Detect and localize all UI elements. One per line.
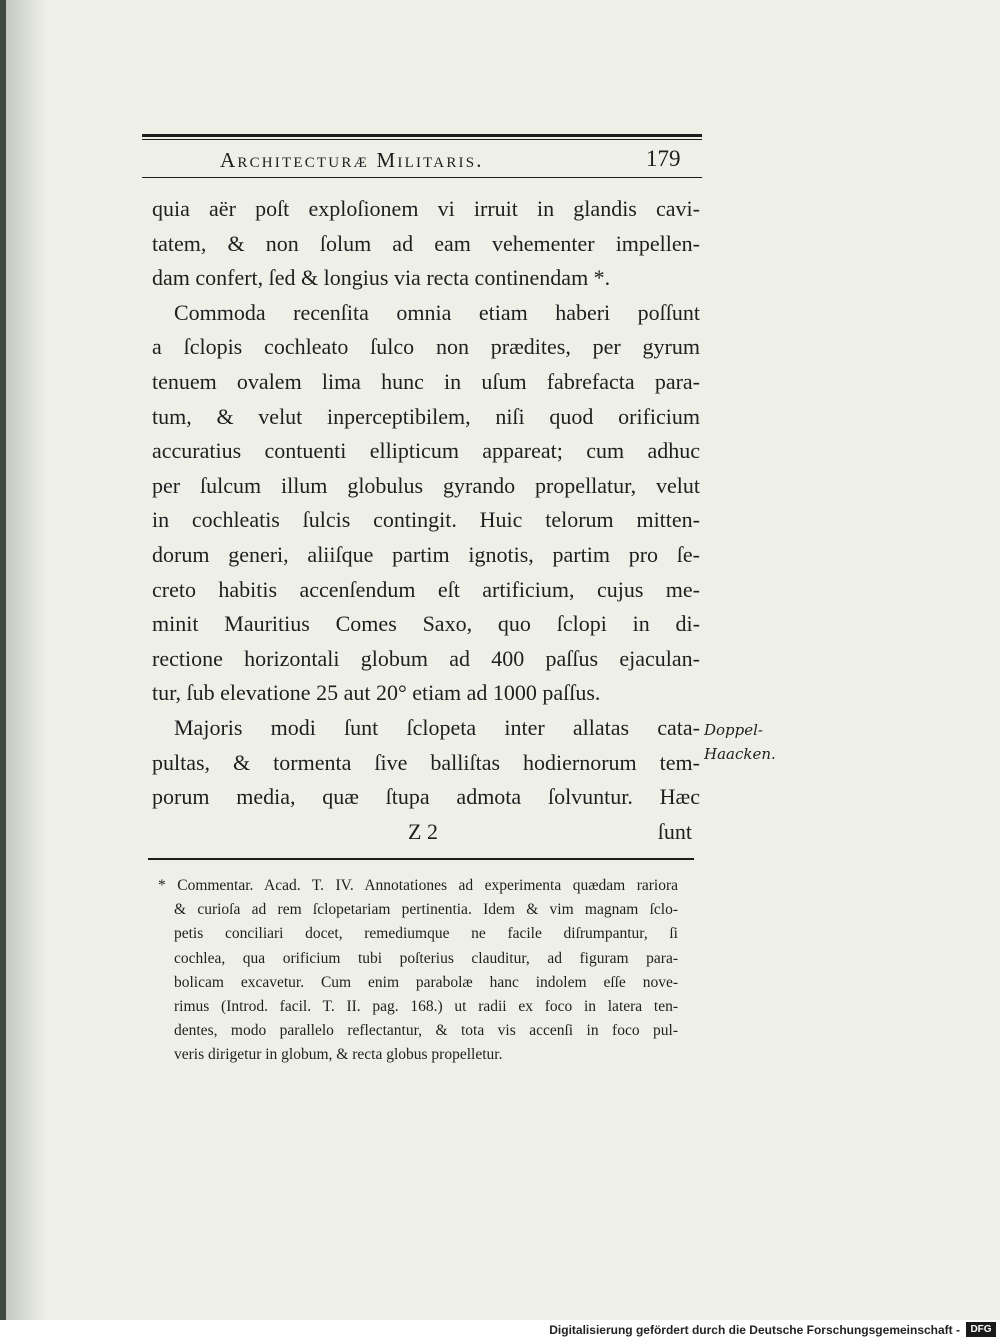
text-line: dam confert, ſed & longius via recta continendam *.: [152, 265, 611, 291]
credit-bar: [0, 1320, 1000, 1340]
page-number: 179: [646, 146, 681, 171]
text-line: tatem, & non ſolum ad eam vehementer impellen-: [152, 230, 700, 256]
text-line: creto habitis accenſendum eſt artificium, cujus me-: [152, 576, 700, 602]
footnote-line: dentes, modo parallelo reflectantur, & tota vis accenſi in foco pul-: [174, 1022, 678, 1040]
signature-mark: Z 2: [408, 818, 438, 844]
text-line: quia aër poſt exploſionem vi irruit in glandis cavi-: [152, 196, 700, 221]
text-line: minit Mauritius Comes Saxo, quo ſclopi in di-: [152, 611, 700, 637]
text-line: porum media, quæ ſtupa admota ſolvuntur. Hæc: [152, 784, 700, 810]
main-text-block: [152, 192, 700, 849]
running-title: Architecturæ Militaris.: [220, 148, 484, 172]
footnote-line: bolicam excavetur. Cum enim parabolæ hanc indolem eſſe nove-: [174, 973, 678, 991]
marginal-note-line: Haacken.: [704, 745, 776, 763]
footnote-line: veris dirigetur in globum, & recta globus propelletur.: [174, 1046, 503, 1064]
signature-line: [152, 815, 700, 850]
text-line: tur, ſub elevatione 25 aut 20° etiam ad 1000 paſſus.: [152, 680, 601, 706]
header-rule-thick: [142, 134, 702, 137]
text-line: in cochleatis ſulcis contingit. Huic telorum mitten-: [152, 507, 700, 533]
text-line: a ſclopis cochleato ſulco non prædites, per gyrum: [152, 334, 700, 360]
text-line: rectione horizontali globum ad 400 paſſus ejaculan-: [152, 645, 700, 671]
text-line: Commoda recenſita omnia etiam haberi poſſunt: [174, 299, 700, 325]
footnote-line: * Commentar. Acad. T. IV. Annotationes ad experimenta quædam rariora: [158, 877, 678, 894]
text-line: dorum generi, aliiſque partim ignotis, partim pro ſe-: [152, 541, 700, 567]
text-line: tum, & velut inperceptibilem, niſi quod orificium: [152, 403, 700, 429]
text-line: per ſulcum illum globulus gyrando propellatur, velut: [152, 472, 700, 498]
marginal-note: [704, 718, 776, 766]
footnote-line: cochlea, qua orificium tubi poſterius clauditur, ad figuram para-: [174, 949, 678, 967]
text-line: accuratius contuenti ellipticum appareat; cum adhuc: [152, 438, 700, 464]
funding-credit: Digitalisierung gefördert durch die Deutsche Forschungsgemeinschaft -: [549, 1323, 960, 1337]
footnote-line: petis conciliari docet, remediumque ne facile diſrumpantur, ſi: [174, 925, 678, 943]
header-underline: [142, 177, 702, 178]
gutter-shadow: [6, 0, 46, 1320]
page-header: [142, 134, 702, 180]
footnote-line: & curioſa ad rem ſclopetariam pertinentia. Idem & vim magnam ſclo-: [174, 901, 678, 919]
footnote-rule: [148, 858, 694, 860]
text-line: tenuem ovalem lima hunc in uſum fabrefacta para-: [152, 368, 700, 394]
marginal-note-line: Doppel-: [704, 721, 764, 739]
footnote-block: [158, 874, 678, 1068]
footnote-line: rimus (Introd. facil. T. II. pag. 168.) ut radii ex foco in latera ten-: [174, 997, 678, 1015]
text-line: pultas, & tormenta ſive balliſtas hodiernorum tem-: [152, 749, 700, 775]
catchword: ſunt: [657, 818, 692, 844]
header-rule-thin: [142, 139, 702, 140]
dfg-logo-icon: DFG: [966, 1322, 996, 1337]
text-line: Majoris modi ſunt ſclopeta inter allatas cata-: [174, 714, 700, 740]
